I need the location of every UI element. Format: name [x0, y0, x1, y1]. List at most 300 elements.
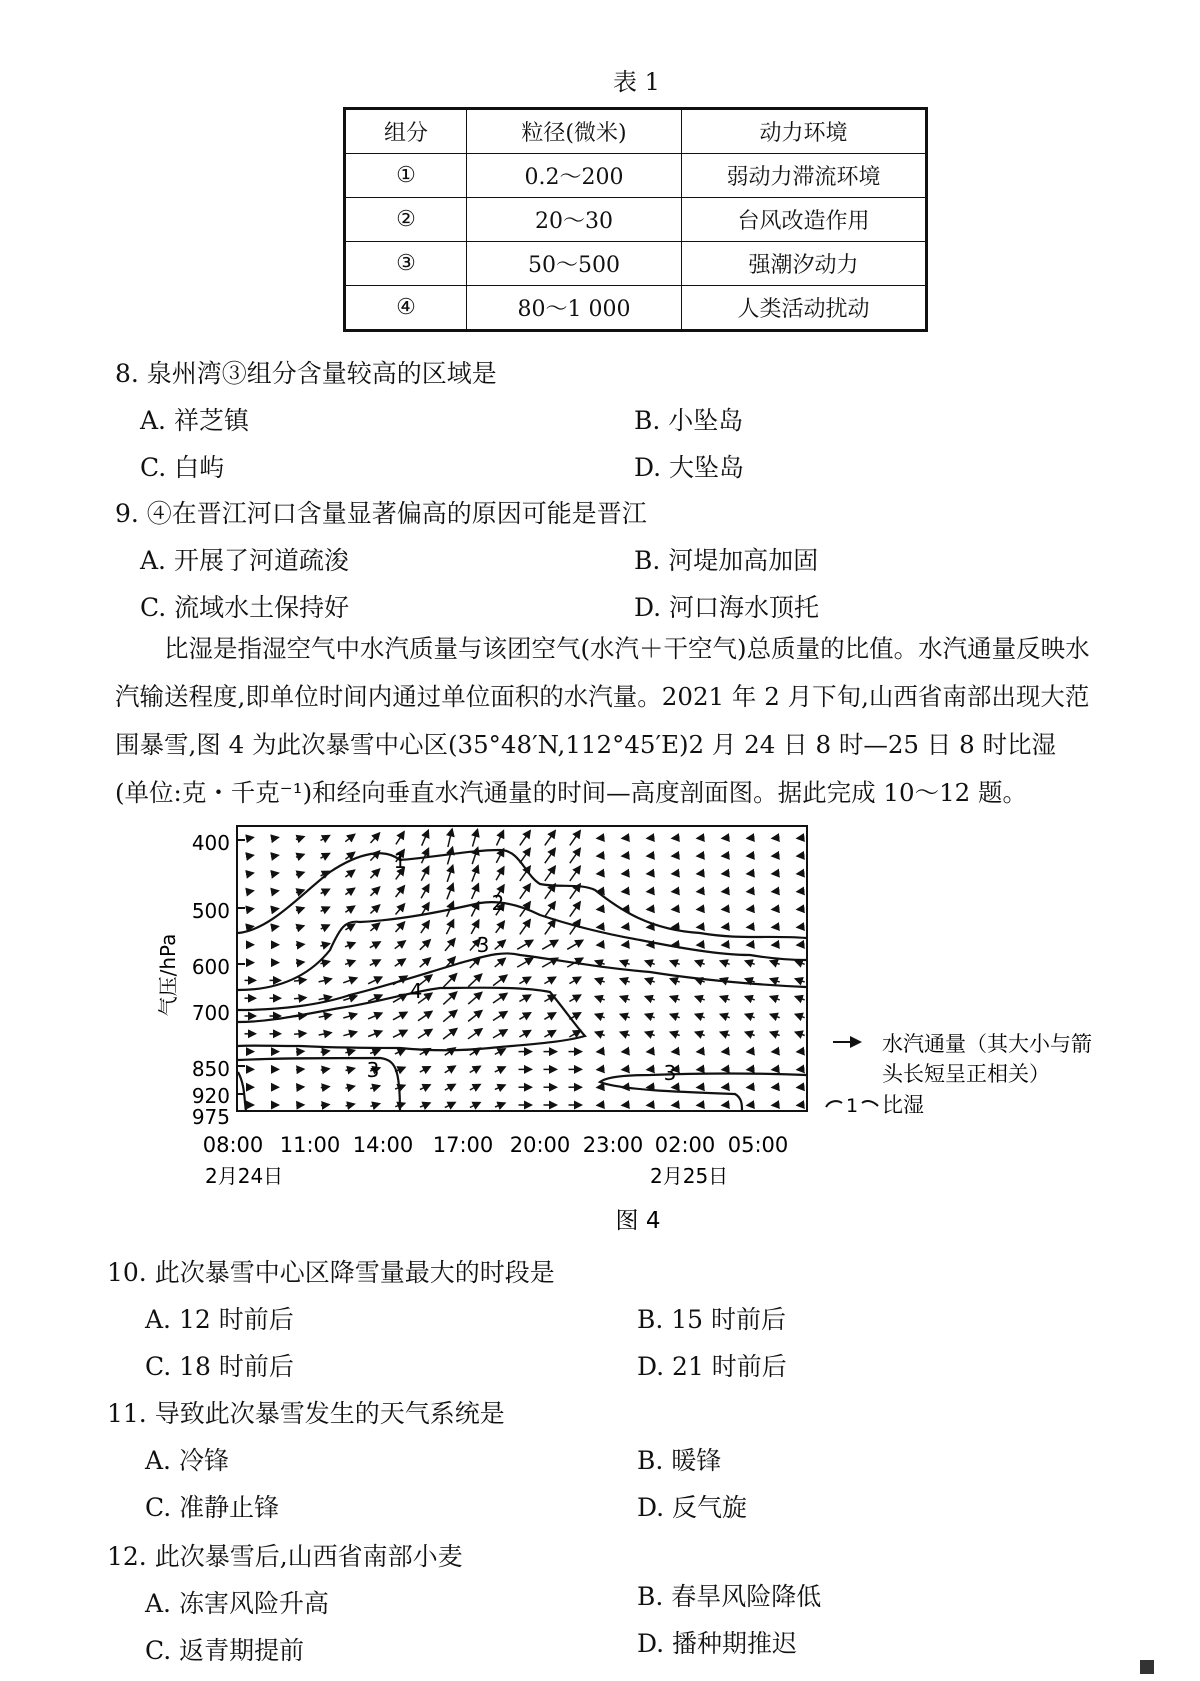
flux-arrow — [770, 979, 779, 982]
flux-arrow — [622, 873, 628, 874]
contour-label: 3 — [476, 933, 490, 957]
flux-arrow — [622, 1051, 628, 1052]
flux-arrow — [519, 995, 530, 1002]
flux-arrow — [747, 927, 753, 928]
table-cell: 弱动力滞流环境 — [682, 154, 927, 198]
flux-arrow — [569, 1031, 580, 1038]
flux-arrow — [672, 838, 678, 839]
flux-arrow — [620, 997, 629, 1000]
date-label-1: 2月24日 — [205, 1164, 284, 1188]
flux-arrow — [722, 1087, 728, 1088]
flux-arrow — [519, 1031, 530, 1038]
flux-arrow — [697, 1051, 703, 1052]
flux-arrow — [493, 993, 507, 1003]
flux-arrow — [343, 978, 357, 983]
q8-option-b[interactable]: B. 小坠岛 — [634, 406, 744, 435]
contour-label: 3 — [663, 1061, 677, 1085]
flux-arrow — [370, 923, 379, 931]
flux-arrow — [545, 848, 555, 863]
flux-arrow — [519, 1013, 530, 1020]
flux-arrow — [597, 856, 603, 857]
flux-arrow — [795, 1032, 804, 1035]
q8-option-c[interactable]: C. 白屿 — [140, 453, 225, 482]
flux-arrow — [422, 848, 429, 863]
flux-arrow — [395, 959, 406, 966]
flux-arrow — [445, 1066, 456, 1073]
x-tick-label: 02:00 — [654, 1133, 716, 1157]
flux-arrow — [797, 1051, 803, 1052]
flux-arrow — [472, 848, 478, 865]
q11-option-b[interactable]: B. 暖锋 — [637, 1446, 722, 1475]
q12-option-b[interactable]: B. 春旱风险降低 — [637, 1582, 822, 1611]
flux-arrow — [495, 940, 506, 949]
q10-option-a[interactable]: A. 12 时前后 — [145, 1305, 294, 1334]
flux-arrow — [396, 886, 405, 897]
flux-arrow — [747, 891, 753, 892]
q10-option-c[interactable]: C. 18 时前后 — [145, 1352, 294, 1381]
table-cell: 台风改造作用 — [682, 198, 927, 242]
table-cell: 80～1 000 — [467, 286, 682, 331]
flux-arrow — [520, 831, 530, 846]
flux-arrow — [672, 945, 678, 946]
x-tick-label: 20:00 — [509, 1133, 571, 1157]
flux-arrow — [745, 961, 754, 964]
flux-arrow — [647, 1087, 653, 1088]
flux-arrow — [595, 997, 604, 1000]
flux-arrow — [597, 838, 603, 839]
flux-arrow — [647, 891, 653, 892]
flux-arrow — [321, 962, 330, 964]
flux-arrow — [622, 838, 628, 839]
flux-arrow — [670, 961, 679, 964]
flux-arrow — [772, 909, 778, 910]
flux-arrow — [597, 1051, 603, 1052]
qr-code-icon — [1140, 1660, 1154, 1674]
flux-arrow — [421, 885, 429, 899]
flux-arrow — [272, 837, 279, 838]
flux-arrow — [418, 1011, 432, 1020]
flux-arrow — [670, 979, 679, 982]
flux-arrow — [745, 979, 754, 982]
flux-arrow — [772, 927, 778, 928]
legend-contour-icon-tail — [862, 1101, 878, 1106]
question-11-stem: 11. 导致此次暴雪发生的天气系统是 — [107, 1399, 505, 1428]
flux-arrow — [720, 1032, 729, 1035]
flux-arrow — [697, 838, 703, 839]
flux-arrow — [321, 1087, 329, 1088]
flux-arrow — [395, 1049, 405, 1054]
flux-arrow — [747, 1087, 753, 1088]
flux-arrow — [272, 855, 279, 856]
flux-arrow — [772, 945, 778, 946]
flux-arrow — [247, 873, 254, 874]
flux-arrow — [468, 1011, 482, 1022]
flux-arrow — [294, 1033, 306, 1034]
flux-arrow — [471, 920, 479, 934]
flux-arrow — [597, 1087, 603, 1088]
flux-arrow — [446, 920, 453, 934]
flux-arrow — [695, 997, 704, 1000]
table-header: 组分 — [345, 109, 467, 154]
q10-option-b[interactable]: B. 15 时前后 — [637, 1305, 787, 1334]
flux-arrow — [545, 902, 555, 917]
flux-arrow — [247, 909, 254, 910]
date-label-2: 2月25日 — [650, 1164, 729, 1188]
flux-arrow — [695, 1032, 704, 1035]
flux-arrow — [321, 1051, 330, 1052]
flux-arrow — [597, 909, 603, 910]
question-8-stem: 8. 泉州湾③组分含量较高的区域是 — [115, 359, 497, 388]
flux-arrow — [345, 888, 354, 894]
flux-arrow — [570, 831, 580, 846]
q11-option-c[interactable]: C. 准静止锋 — [145, 1493, 280, 1522]
flux-arrow — [595, 979, 604, 982]
flux-arrow — [795, 961, 804, 964]
flux-arrow — [418, 1029, 432, 1038]
q9-option-a[interactable]: A. 开展了河道疏浚 — [140, 546, 349, 575]
flux-arrow — [544, 1031, 555, 1038]
flux-arrow — [445, 1048, 456, 1055]
flux-arrow — [795, 979, 804, 982]
q10-option-d[interactable]: D. 21 时前后 — [637, 1352, 787, 1381]
flux-arrow — [468, 992, 482, 1004]
flux-arrow — [470, 1084, 480, 1090]
flux-arrow — [319, 979, 332, 982]
flux-arrow — [622, 1105, 628, 1106]
flux-arrow — [321, 836, 330, 841]
flux-arrow — [272, 909, 279, 910]
flux-arrow — [321, 1105, 329, 1106]
flux-arrow — [493, 975, 507, 985]
flux-arrow — [569, 995, 580, 1002]
flux-arrow — [517, 958, 533, 967]
y-tick-label: 920 — [191, 1084, 230, 1108]
flux-arrow — [747, 1051, 753, 1052]
flux-arrow — [495, 1103, 505, 1107]
flux-arrow — [420, 958, 431, 967]
flux-arrow — [670, 1014, 679, 1017]
flux-arrow — [370, 1086, 379, 1089]
flux-arrow — [697, 891, 703, 892]
flux-arrow — [697, 856, 703, 857]
table-caption: 表 1 — [613, 68, 660, 96]
flux-arrow — [420, 1067, 430, 1072]
flux-arrow — [772, 856, 778, 857]
flux-arrow — [647, 927, 653, 928]
flux-arrow — [770, 1014, 779, 1017]
flux-arrow — [319, 1033, 332, 1035]
flux-arrow — [345, 1050, 354, 1052]
flux-arrow — [672, 1105, 678, 1106]
contour-label: 3 — [366, 1058, 380, 1082]
flux-arrow — [797, 873, 803, 874]
flux-arrow — [420, 940, 430, 950]
flux-arrow — [346, 1068, 355, 1070]
flux-arrow — [695, 961, 704, 964]
flux-arrow — [321, 853, 330, 858]
q11-option-d[interactable]: D. 反气旋 — [637, 1493, 748, 1522]
flux-arrow — [296, 908, 304, 911]
flux-arrow — [396, 904, 405, 915]
table-cell: ② — [345, 198, 467, 242]
flux-arrow — [622, 891, 628, 892]
q9-option-c[interactable]: C. 流域水土保持好 — [140, 593, 350, 622]
flux-arrow — [647, 856, 653, 857]
flux-arrow — [395, 941, 406, 949]
table-header: 粒径(微米) — [467, 109, 682, 154]
legend-contour-text: 比湿 — [882, 1093, 924, 1117]
flux-arrow — [296, 1087, 304, 1088]
flux-arrow — [545, 831, 555, 846]
flux-arrow — [345, 906, 354, 912]
y-tick-label: 700 — [191, 1001, 230, 1025]
flux-arrow — [745, 1014, 754, 1017]
flux-arrow — [493, 1012, 507, 1021]
flux-arrow — [747, 838, 753, 839]
flux-arrow — [472, 866, 478, 882]
flux-arrow — [321, 889, 330, 893]
flux-arrow — [720, 997, 729, 1000]
flux-arrow — [422, 830, 429, 845]
figure-caption: 图 4 — [615, 1208, 661, 1234]
flux-arrow — [722, 927, 728, 928]
flux-arrow — [647, 1105, 653, 1106]
flux-arrow — [772, 1105, 778, 1106]
flux-arrow — [647, 1051, 653, 1052]
flux-arrow — [647, 945, 653, 946]
table-cell: ④ — [345, 286, 467, 331]
legend — [826, 1032, 1092, 1117]
y-tick-label: 600 — [191, 955, 230, 979]
flux-arrow — [722, 945, 728, 946]
flux-arrow — [393, 1012, 407, 1020]
flux-arrow — [517, 940, 533, 949]
flux-arrow — [672, 891, 678, 892]
flux-arrow — [797, 1069, 803, 1070]
flux-arrow — [495, 1085, 505, 1089]
table-cell: 人类活动扰动 — [682, 286, 927, 331]
flux-arrow — [519, 977, 530, 984]
flux-arrow — [448, 829, 452, 847]
flux-arrow — [520, 920, 530, 935]
flux-arrow — [443, 1010, 457, 1021]
flux-arrow — [247, 837, 254, 838]
q12-option-d[interactable]: D. 播种期推迟 — [637, 1629, 798, 1658]
flux-arrow — [597, 873, 603, 874]
flux-arrow — [321, 1069, 329, 1070]
flux-arrow — [672, 1087, 678, 1088]
flux-arrow — [345, 961, 355, 965]
flux-arrow — [772, 1069, 778, 1070]
flux-arrow — [443, 974, 456, 987]
flux-arrow — [797, 891, 803, 892]
flux-arrow — [319, 997, 332, 1000]
flux-arrow — [247, 926, 254, 927]
flux-arrow — [797, 909, 803, 910]
legend-contour-number: 1 — [845, 1095, 859, 1117]
flux-arrow — [770, 997, 779, 1000]
q11-option-a[interactable]: A. 冷锋 — [145, 1446, 229, 1475]
flux-arrow — [595, 1014, 604, 1017]
flux-arrow — [772, 838, 778, 839]
plot-frame — [237, 826, 807, 1111]
flux-arrow — [697, 1069, 703, 1070]
x-tick-label: 23:00 — [582, 1133, 644, 1157]
flux-arrow — [445, 1102, 455, 1107]
flux-arrow — [368, 1031, 382, 1036]
flux-arrow — [722, 1105, 728, 1106]
flux-arrow — [722, 909, 728, 910]
flux-arrow — [747, 856, 753, 857]
flux-arrow — [294, 998, 306, 999]
flux-arrow — [296, 1051, 304, 1052]
flux-arrow — [670, 997, 679, 1000]
flux-arrow — [272, 926, 279, 927]
y-axis-label: 气压/hPa — [156, 933, 180, 1017]
flux-arrow — [294, 980, 306, 981]
flux-arrow — [570, 866, 580, 881]
flux-arrow — [697, 1087, 703, 1088]
table-cell: 20～30 — [467, 198, 682, 242]
flux-arrow — [597, 1069, 603, 1070]
question-12-stem: 12. 此次暴雪后,山西省南部小麦 — [107, 1542, 463, 1571]
flux-arrow — [473, 829, 478, 846]
flux-arrow — [622, 856, 628, 857]
flux-arrow — [345, 834, 354, 841]
flux-arrow — [421, 921, 429, 933]
flux-arrow — [567, 940, 583, 949]
flux-arrow — [647, 909, 653, 910]
flux-arrow — [545, 920, 555, 935]
flux-arrow — [595, 1032, 604, 1035]
flux-arrow — [321, 907, 330, 911]
flux-arrow — [670, 1032, 679, 1035]
flux-arrow — [343, 1032, 356, 1036]
flux-arrow — [645, 979, 654, 982]
flux-arrow — [247, 855, 254, 856]
flux-arrow — [797, 856, 803, 857]
flux-arrow — [296, 872, 304, 875]
flux-arrow — [722, 1051, 728, 1052]
q9-option-b[interactable]: B. 河堤加高加固 — [634, 546, 819, 575]
q12-option-c[interactable]: C. 返青期提前 — [145, 1636, 305, 1665]
flux-arrow — [647, 873, 653, 874]
flux-arrow — [368, 977, 382, 984]
flux-arrow — [370, 869, 379, 878]
flux-arrow — [421, 867, 428, 881]
flux-arrow — [672, 909, 678, 910]
flux-arrow — [722, 873, 728, 874]
flux-arrow — [797, 1105, 803, 1106]
table-header: 动力环境 — [682, 109, 927, 154]
flux-arrow — [321, 925, 330, 929]
flux-arrow — [597, 1105, 603, 1106]
flux-arrow — [420, 1085, 430, 1090]
flux-arrow — [493, 1030, 507, 1038]
q12-option-a[interactable]: A. 冻害风险升高 — [145, 1589, 329, 1618]
flux-arrow — [620, 961, 629, 964]
table-cell: 50～500 — [467, 242, 682, 286]
flux-arrow — [370, 1050, 380, 1054]
table-cell: ① — [345, 154, 467, 198]
flux-arrow — [697, 927, 703, 928]
flux-arrow — [772, 1051, 778, 1052]
flux-arrow — [622, 945, 628, 946]
vapor-flux-arrows — [245, 829, 805, 1108]
flux-arrow — [496, 867, 504, 880]
flux-arrow — [443, 992, 456, 1004]
q8-option-d[interactable]: D. 大坠岛 — [634, 453, 745, 482]
flux-arrow — [343, 1014, 356, 1018]
flux-arrow — [468, 1029, 482, 1039]
flux-arrow — [496, 921, 505, 933]
flux-arrow — [595, 961, 604, 964]
flux-arrow — [520, 848, 530, 863]
contour-label: 2 — [491, 891, 505, 915]
flux-arrow — [569, 977, 580, 984]
flux-arrow — [722, 856, 728, 857]
flux-arrow — [645, 1032, 654, 1035]
y-tick-label: 400 — [191, 831, 230, 855]
passage-line: 汽输送程度,即单位时间内通过单位面积的水汽量。2021 年 2 月下旬,山西省南部出现大范 — [115, 682, 1090, 711]
flux-arrow — [697, 1105, 703, 1106]
flux-arrow — [672, 873, 678, 874]
flux-arrow — [296, 1069, 304, 1070]
flux-arrow — [647, 1069, 653, 1070]
flux-arrow — [772, 891, 778, 892]
passage-line: (单位:克・千克⁻¹)和经向垂直水汽通量的时间—高度剖面图。据此完成 10～12 题。 — [115, 778, 1028, 807]
question-9-stem: 9. ④在晋江河口含量显著偏高的原因可能是晋江 — [115, 499, 647, 528]
flux-arrow — [346, 1086, 355, 1088]
question-10-stem: 10. 此次暴雪中心区降雪量最大的时段是 — [107, 1258, 555, 1287]
flux-arrow — [622, 927, 628, 928]
legend-arrow-text: 水汽通量（其大小与箭 — [882, 1032, 1092, 1056]
flux-arrow — [370, 960, 380, 965]
flux-arrow — [472, 884, 479, 899]
flux-arrow — [296, 854, 304, 857]
flux-arrow — [647, 838, 653, 839]
flux-arrow — [747, 945, 753, 946]
flux-arrow — [597, 945, 603, 946]
flux-arrow — [620, 979, 629, 982]
flux-arrow — [797, 1087, 803, 1088]
flux-arrow — [542, 940, 558, 949]
flux-arrow — [470, 1066, 481, 1072]
flux-arrow — [770, 1032, 779, 1035]
flux-arrow — [296, 890, 304, 893]
flux-arrow — [695, 1014, 704, 1017]
flux-arrow — [672, 927, 678, 928]
passage-line: 围暴雪,图 4 为此次暴雪中心区(35°48′N,112°45′E)2 月 24 日 8 时—25 日 8 时比湿 — [115, 730, 1056, 759]
flux-arrow — [622, 1069, 628, 1070]
y-tick-label: 850 — [191, 1057, 230, 1081]
q8-option-a[interactable]: A. 祥芝镇 — [140, 406, 249, 435]
flux-arrow — [645, 1014, 654, 1017]
flux-arrow — [370, 887, 379, 896]
flux-arrow — [272, 891, 279, 892]
flux-arrow — [544, 1013, 555, 1020]
flux-arrow — [470, 1103, 480, 1108]
q9-option-d[interactable]: D. 河口海水顶托 — [634, 593, 820, 622]
flux-arrow — [544, 977, 555, 984]
flux-arrow — [745, 997, 754, 1000]
flux-arrow — [672, 1051, 678, 1052]
contour-label: 1 — [393, 849, 407, 873]
flux-arrow — [620, 1032, 629, 1035]
legend-contour-icon — [826, 1101, 842, 1107]
flux-arrow — [370, 905, 379, 913]
flux-arrow — [570, 902, 580, 917]
